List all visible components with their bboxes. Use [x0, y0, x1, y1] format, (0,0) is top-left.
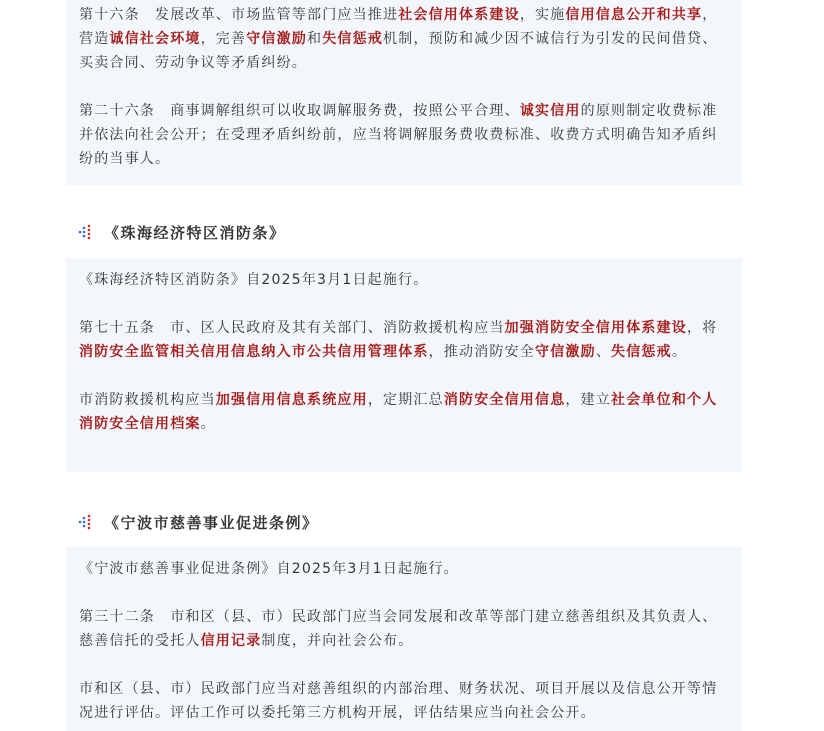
- text-segment: 市消防救援机构应当: [79, 392, 216, 408]
- article-16-paragraph: [79, 3, 729, 75]
- evaluation-paragraph: 市和区（县、市）民政部门应当对慈善组织的内部治理、财务状况、项目开展以及信息公开等情况进行评估。评估工作可以委托第三方机构开展，评估结果应当向社会公开。: [79, 681, 718, 721]
- text-segment: ，将: [687, 320, 718, 336]
- text-segment: 机制，预防和减少因不诚信行为引发的民间借贷、买卖合同、劳动争议等矛盾纠纷。: [79, 31, 718, 71]
- highlighted-text: 加强消防安全信用体系建设: [504, 320, 688, 336]
- highlighted-text: 消防安全信用信息: [443, 392, 566, 408]
- highlighted-text: 信用记录: [200, 633, 262, 649]
- highlighted-text: 守信激励: [535, 344, 596, 360]
- effective-date-text: 《珠海经济特区消防条》自2025年3月1日起施行。: [79, 272, 429, 288]
- text-segment: ，营造: [79, 7, 718, 47]
- text-segment: ，推动消防安全: [428, 344, 536, 360]
- section-heading-ningbo: [78, 510, 319, 534]
- highlighted-text: 信用信息公开和共享: [565, 7, 703, 23]
- text-segment: ，实施: [519, 7, 566, 23]
- text-segment: 第十六条 发展改革、市场监管等部门应当推进: [79, 7, 399, 23]
- section-title: 《珠海经济特区消防条》: [104, 223, 286, 242]
- highlighted-text: 诚实信用: [519, 103, 581, 119]
- article-75-paragraph: [79, 316, 729, 364]
- section-heading-zhuhai: [78, 220, 286, 244]
- highlighted-text: 消防安全监管相关信用信息纳入市公共信用管理体系: [79, 344, 429, 360]
- highlighted-text: 失信惩戒: [322, 31, 384, 47]
- text-segment: 第二十六条 商事调解组织可以收取调解服务费，按照公平合理、: [79, 103, 520, 119]
- highlighted-text: 守信激励: [246, 31, 308, 47]
- ningbo-card: [66, 547, 742, 731]
- text-segment: ，建立: [565, 392, 612, 408]
- text-segment: ，定期汇总: [367, 392, 444, 408]
- text-segment: ，完善: [200, 31, 247, 47]
- text-segment: 第七十五条 市、区人民政府及其有关部门、消防救援机构应当: [79, 320, 505, 336]
- article-26-paragraph: [79, 99, 729, 171]
- highlighted-text: 失信惩戒: [611, 344, 672, 360]
- text-segment: 。: [200, 416, 216, 432]
- dots-icon: [78, 514, 92, 530]
- text-segment: 第三十二条 市和区（县、市）民政部门应当会同发展和改革等部门建立慈善组织及其负责人、慈善信托的受托人: [79, 609, 718, 649]
- effective-date-text: 《宁波市慈善事业促进条例》自2025年3月1日起施行。: [79, 561, 459, 577]
- zhuhai-card: [66, 258, 742, 472]
- highlighted-text: 社会单位和个人消防安全信用档案: [79, 392, 718, 432]
- top-card: [66, 0, 742, 185]
- highlighted-text: 社会信用体系建设: [398, 7, 520, 23]
- article-32-paragraph: [79, 605, 729, 653]
- text-segment: 。: [671, 344, 688, 360]
- fire-credit-paragraph: [79, 388, 729, 436]
- highlighted-text: 诚信社会环境: [109, 31, 201, 47]
- text-segment: 和: [307, 31, 323, 47]
- section-title: 《宁波市慈善事业促进条例》: [104, 513, 319, 532]
- dots-icon: [78, 224, 92, 240]
- text-segment: 、: [595, 344, 612, 360]
- text-segment: 的原则制定收费标准并依法向社会公开；在受理矛盾纠纷前，应当将调解服务费收费标准、收费方式明确告知矛盾纠纷的当事人。: [79, 103, 718, 167]
- highlighted-text: 加强信用信息系统应用: [215, 392, 368, 408]
- text-segment: 制度，并向社会公布。: [261, 633, 414, 649]
